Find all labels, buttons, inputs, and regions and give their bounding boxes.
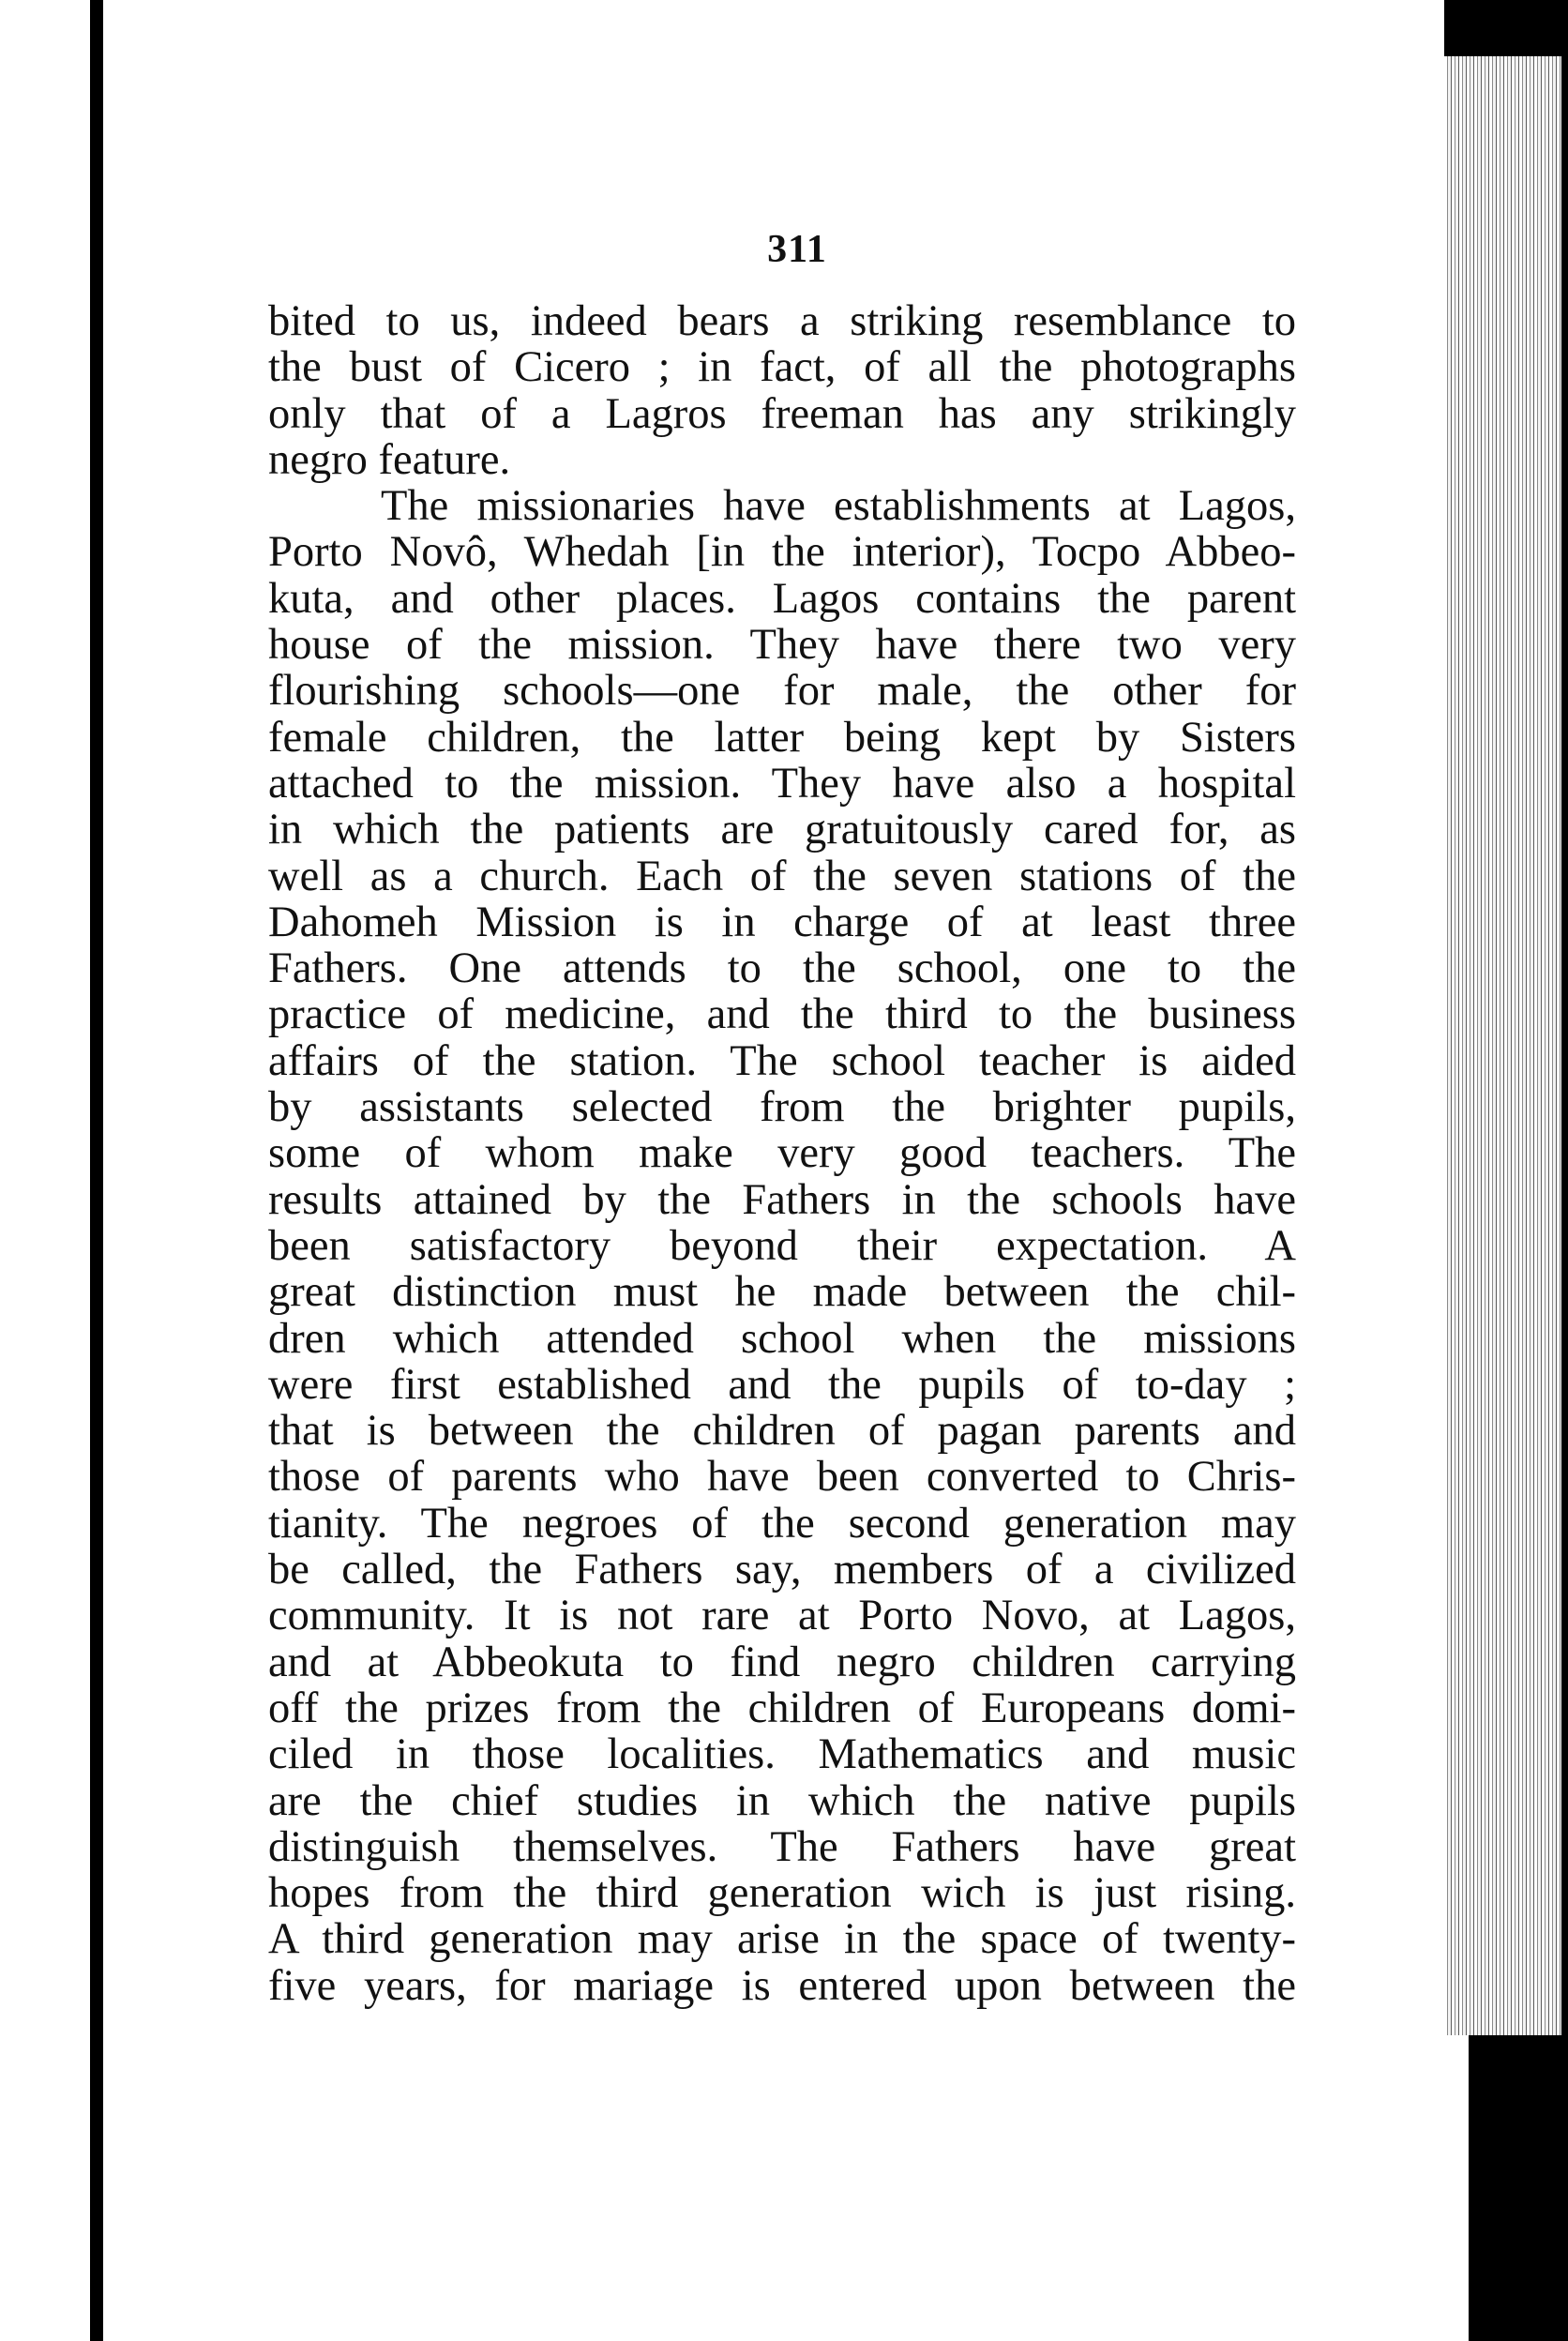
text-line: flourishing schools—one for male, the other for — [268, 667, 1296, 716]
text-line: bited to us, indeed bears a striking resemblance to — [268, 297, 1296, 345]
page-number: 311 — [767, 228, 827, 271]
text-line: attached to the mission. They have also a hospital — [268, 759, 1296, 808]
text-line: affairs of the station. The school teacher is aided — [268, 1036, 1296, 1085]
text-line: that is between the children of pagan parents and — [268, 1407, 1296, 1456]
text-line: great distinction must he made between the chil- — [268, 1268, 1296, 1317]
text-line: hopes from the third generation wich is just rising. — [268, 1869, 1296, 1918]
text-line: some of whom make very good teachers. The — [268, 1129, 1296, 1178]
text-line: dren which attended school when the missions — [268, 1314, 1296, 1363]
text-line: Fathers. One attends to the school, one to the — [268, 944, 1296, 993]
body-text — [268, 298, 1296, 2009]
text-line: female children, the latter being kept by Sisters — [268, 713, 1296, 762]
text-line: are the chief studies in which the native pupils — [268, 1776, 1296, 1825]
text-line: be called, the Fathers say, members of a civilized — [268, 1546, 1296, 1594]
text-line: community. It is not rare at Porto Novo, at Lagos, — [268, 1592, 1296, 1640]
text-line: in which the patients are gratuitously cared for, as — [268, 806, 1296, 854]
text-line: by assistants selected from the brighter pupils, — [268, 1083, 1296, 1132]
text-line: and at Abbeokuta to find negro children carrying — [268, 1638, 1296, 1686]
text-line: been satisfactory beyond their expectation. A — [268, 1221, 1296, 1270]
text-line: ciled in those localities. Mathematics and music — [268, 1730, 1296, 1779]
text-line: five years, for mariage is entered upon between the — [268, 1961, 1296, 2010]
text-line: the bust of Cicero ; in fact, of all the photographs — [268, 343, 1296, 392]
text-line: tianity. The negroes of the second generation may — [268, 1499, 1296, 1548]
text-line: A third generation may arise in the space of twenty- — [268, 1915, 1296, 1964]
text-line: The missionaries have establishments at Lagos, — [381, 482, 1296, 531]
text-line: results attained by the Fathers in the schools have — [268, 1175, 1296, 1224]
text-line: practice of medicine, and the third to the business — [268, 990, 1296, 1039]
text-line: off the prizes from the children of Europeans domi- — [268, 1684, 1296, 1732]
text-line: were first established and the pupils of to-day ; — [268, 1360, 1296, 1409]
text-line: Dahomeh Mission is in charge of at least three — [268, 898, 1296, 946]
text-line: negro feature. — [268, 435, 511, 484]
binding-shadow — [90, 0, 103, 2341]
text-line: house of the mission. They have there two very — [268, 621, 1296, 670]
text-line: kuta, and other places. Lagos contains the parent — [268, 574, 1296, 623]
page-stack-shadow — [1444, 0, 1568, 56]
text-line: distinguish themselves. The Fathers have great — [268, 1822, 1296, 1871]
left-page-edge — [0, 0, 94, 2341]
text-line: Porto Novô, Whedah [in the interior), Tocpo Abbeo- — [268, 528, 1296, 577]
text-line: those of parents who have been converted to Chris- — [268, 1453, 1296, 1502]
text-line: only that of a Lagros freeman has any strikingly — [268, 389, 1296, 438]
page-stack-edges — [1444, 56, 1561, 2035]
text-line: well as a church. Each of the seven stations of the — [268, 852, 1296, 900]
